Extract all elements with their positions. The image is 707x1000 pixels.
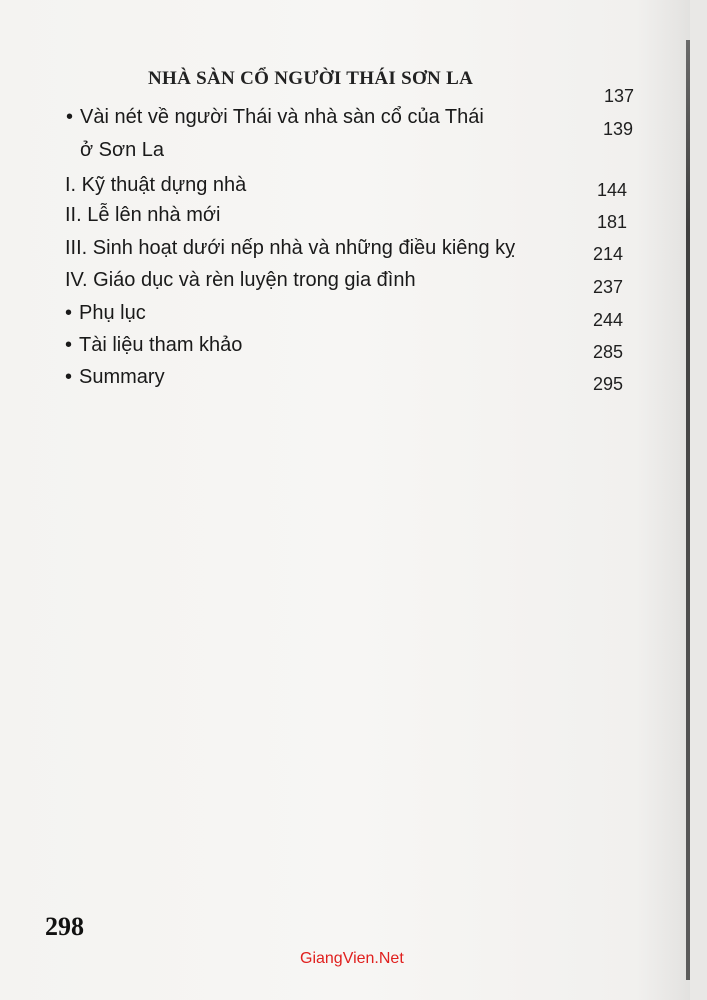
bullet: • bbox=[65, 302, 73, 324]
bullet: • bbox=[66, 106, 74, 128]
toc-entry-text: Phụ lục bbox=[79, 302, 146, 324]
toc-page-number: 244 bbox=[593, 310, 624, 330]
toc-page-number: 237 bbox=[593, 277, 624, 297]
watermark: GiangVien.Net bbox=[300, 950, 404, 967]
section-page-number: 137 bbox=[604, 86, 635, 106]
toc-entry[interactable]: II. Lễ lên nhà mới bbox=[65, 204, 221, 226]
page-number: 298 bbox=[45, 912, 84, 941]
toc-page-number: 181 bbox=[597, 212, 628, 232]
toc-entry-text: Tài liệu tham khảo bbox=[79, 334, 243, 356]
toc-entry-text: Summary bbox=[79, 366, 165, 388]
toc-entry-continuation: ở Sơn La bbox=[80, 139, 165, 161]
bullet: • bbox=[65, 334, 73, 356]
toc-page-number: 214 bbox=[593, 244, 624, 264]
toc-entry[interactable] bbox=[65, 302, 146, 325]
toc-page-number: 285 bbox=[593, 342, 624, 362]
toc-entry[interactable] bbox=[66, 106, 484, 129]
page-edge bbox=[690, 0, 707, 1000]
toc-page-number: 144 bbox=[597, 180, 628, 200]
toc-entry[interactable] bbox=[65, 334, 242, 357]
book-binding-shadow bbox=[686, 40, 690, 980]
toc-page-number: 139 bbox=[603, 119, 634, 139]
bullet: • bbox=[65, 366, 73, 388]
toc-entry[interactable] bbox=[65, 366, 165, 389]
toc-entry-text: Vài nét về người Thái và nhà sàn cổ của Thái bbox=[80, 106, 484, 128]
toc-entry[interactable]: III. Sinh hoạt dưới nếp nhà và những điều kiêng kỵ bbox=[65, 237, 516, 259]
section-title: NHÀ SÀN CỔ NGƯỜI THÁI SƠN LA bbox=[148, 68, 474, 89]
toc-entry[interactable]: IV. Giáo dục và rèn luyện trong gia đình bbox=[65, 269, 416, 291]
toc-page-number: 295 bbox=[593, 374, 624, 394]
toc-entry[interactable]: I. Kỹ thuật dựng nhà bbox=[65, 174, 247, 196]
